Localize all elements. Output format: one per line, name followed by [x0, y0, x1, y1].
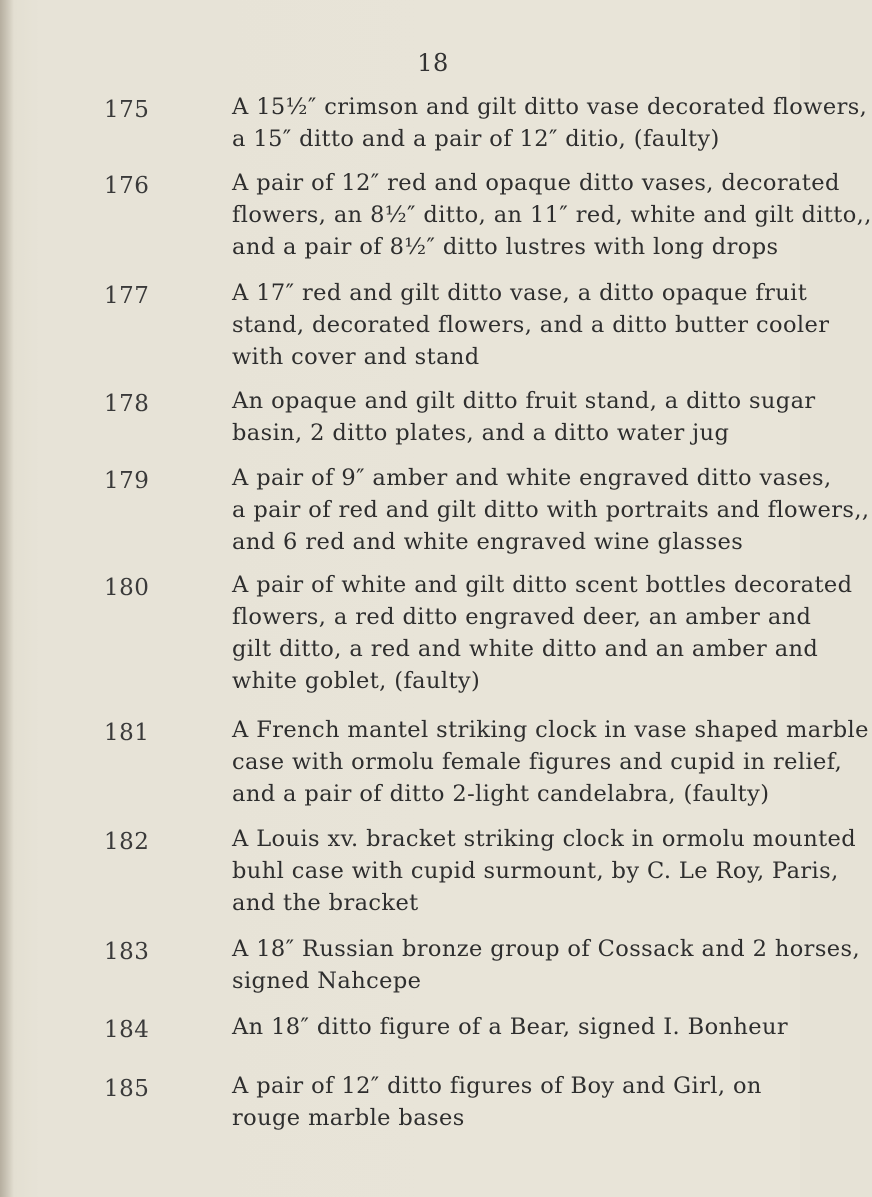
- lot-description-line: white goblet, (faulty): [232, 668, 481, 694]
- lot-description-line: stand, decorated flowers, and a ditto butter cooler: [232, 312, 830, 338]
- lot-number: 184: [104, 1017, 150, 1043]
- lot-description-line: A pair of 12″ ditto figures of Boy and Girl, on: [232, 1073, 762, 1099]
- lot-number: 178: [104, 391, 150, 417]
- lot-description-line: buhl case with cupid surmount, by C. Le Roy, Paris,: [232, 858, 839, 884]
- lot-number: 183: [104, 939, 150, 965]
- lot-description-line: flowers, an 8½″ ditto, an 11″ red, white and gilt ditto,,: [232, 202, 872, 228]
- lot-description: [232, 1070, 798, 1134]
- lot-description-line: gilt ditto, a red and white ditto and an amber and: [232, 636, 819, 662]
- lot-description-line: A 17″ red and gilt ditto vase, a ditto opaque fruit: [232, 280, 808, 306]
- lot-description: [232, 91, 868, 155]
- lot-description: [232, 462, 870, 558]
- lot-description-line: A pair of 12″ red and opaque ditto vases, decorated: [232, 170, 840, 196]
- lot-number: 175: [104, 97, 150, 123]
- lot-description-line: with cover and stand: [232, 344, 480, 370]
- lot-description-line: signed Nahcepe: [232, 968, 422, 994]
- page-number: 18: [417, 49, 449, 77]
- lot-description: [232, 167, 872, 263]
- lot-description: [232, 385, 816, 449]
- lot-description-line: a 15″ ditto and a pair of 12″ ditio, (faulty): [232, 126, 720, 152]
- lot-description: [232, 933, 860, 997]
- lot-description: [232, 823, 857, 919]
- lot-description-line: A Louis xv. bracket striking clock in ormolu mounted: [232, 826, 857, 852]
- lot-description-line: An opaque and gilt ditto fruit stand, a ditto sugar: [232, 388, 816, 414]
- lot-description-line: and a pair of ditto 2-light candelabra, (faulty): [232, 781, 770, 807]
- lot-description-line: A pair of 9″ amber and white engraved ditto vases,: [232, 465, 832, 491]
- lot-description: [232, 714, 869, 810]
- lot-description-line: A 15½″ crimson and gilt ditto vase decorated flowers,: [232, 94, 868, 120]
- lot-description-line: rouge marble bases: [232, 1105, 465, 1131]
- lot-description-line: A 18″ Russian bronze group of Cossack and 2 horses,: [232, 936, 860, 962]
- lot-description-line: A French mantel striking clock in vase shaped marble: [232, 717, 869, 743]
- lot-description-line: An 18″ ditto figure of a Bear, signed I. Bonheur: [232, 1014, 789, 1040]
- lot-description-line: case with ormolu female figures and cupid in relief,: [232, 749, 843, 775]
- lot-number: 181: [104, 720, 150, 746]
- lot-number: 179: [104, 468, 150, 494]
- lot-description: [232, 569, 853, 697]
- lot-number: 176: [104, 173, 150, 199]
- lot-number: 185: [104, 1076, 150, 1102]
- lot-description-line: flowers, a red ditto engraved deer, an amber and: [232, 604, 812, 630]
- lot-description-line: basin, 2 ditto plates, and a ditto water jug: [232, 420, 730, 446]
- lot-number: 182: [104, 829, 150, 855]
- page-gutter-shadow: [0, 0, 14, 1197]
- lot-description-line: and 6 red and white engraved wine glasses: [232, 529, 744, 555]
- lot-description-line: and the bracket: [232, 890, 419, 916]
- lot-description: [232, 1011, 798, 1043]
- lot-description: [232, 277, 830, 373]
- lot-description-line: and a pair of 8½″ ditto lustres with long drops: [232, 234, 779, 260]
- lot-number: 177: [104, 283, 150, 309]
- lot-description-line: A pair of white and gilt ditto scent bottles decorated: [232, 572, 853, 598]
- lot-number: 180: [104, 575, 150, 601]
- lot-description-line: a pair of red and gilt ditto with portraits and flowers,,: [232, 497, 870, 523]
